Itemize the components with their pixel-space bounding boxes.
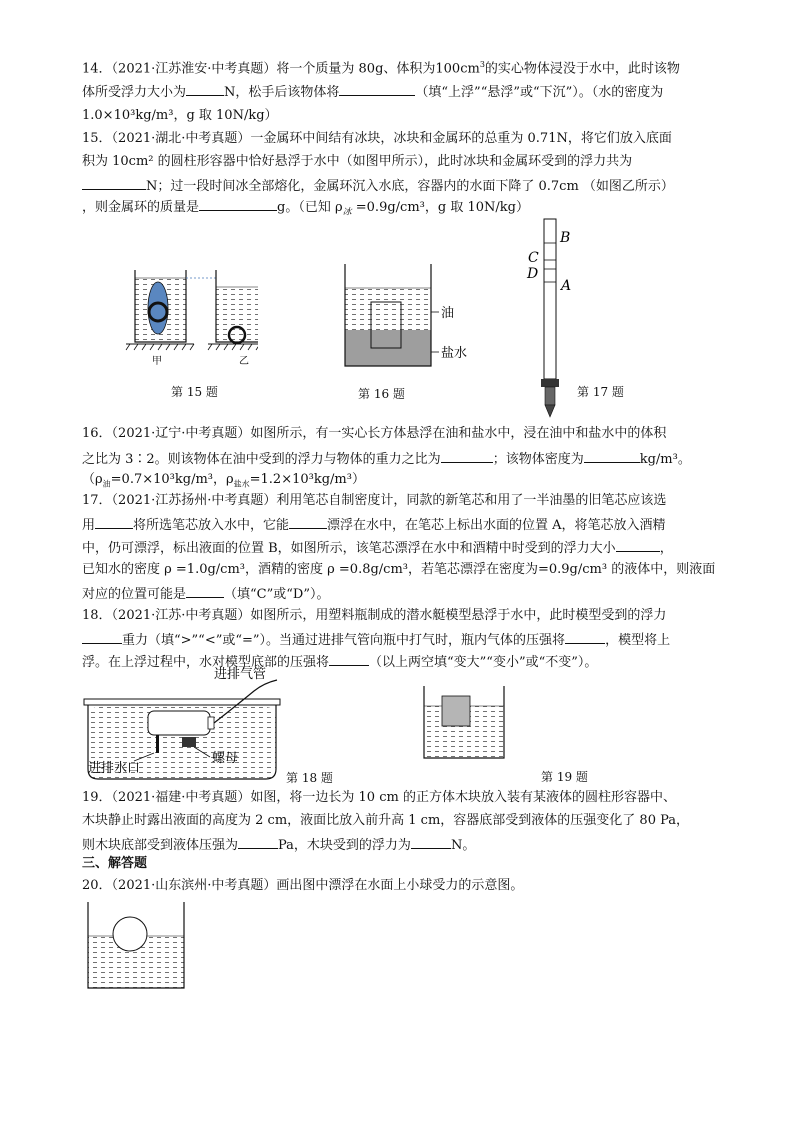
label-d: D [527, 266, 539, 282]
q17-blank-float[interactable] [289, 514, 327, 529]
nut [182, 737, 196, 747]
caption-18: 第 18 题 [286, 771, 333, 785]
q16-blank-ratio[interactable] [441, 448, 493, 463]
q18-line2 [82, 629, 722, 651]
figure-16 [335, 262, 475, 374]
q15-text-3b: N；过一段时间冰全部熔化，金属环沉入水底，容器内的水面下降了 0.7cm （如图乙所示） [146, 179, 674, 194]
q16-text-3c: =1.2×10³kg/m³） [249, 472, 365, 487]
label-brine: 盐水 [441, 346, 468, 361]
q14-text-2c: （填“上浮”“悬浮”或“下沉”）。（水的密度为 [415, 85, 664, 100]
q17-blank-force[interactable] [616, 537, 660, 552]
q17-text-2b: 将所选笔芯放入水中，它能 [133, 518, 290, 533]
q17-line1: 17．（2021·江苏扬州·中考真题）利用笔芯自制密度计，同款的新笔芯和用了一半油墨的旧笔芯应该选 [82, 493, 667, 508]
q17-line3 [82, 537, 722, 559]
q15-rho-sub: 冰 [342, 207, 352, 218]
q19-line3 [82, 834, 722, 856]
q16-text-2b: ；该物体密度为 [492, 452, 584, 467]
figure-20 [84, 900, 194, 992]
q17-blank-choice[interactable] [95, 514, 133, 529]
q19-blank-buoyancy[interactable] [411, 834, 451, 849]
q15-line4 [82, 196, 722, 223]
label-oil: 油 [441, 306, 455, 321]
q19-text-3b: Pa，木块受到的浮力为 [278, 838, 411, 853]
label-nut: 螺母 [212, 751, 239, 766]
q17-text-2a: 用 [82, 518, 96, 533]
label-jia: 甲 [152, 356, 162, 367]
q14-sup: 3 [479, 60, 485, 69]
caption-19: 第 19 题 [541, 770, 588, 784]
yi-water [216, 287, 258, 342]
q15-blank-mass[interactable] [199, 196, 277, 211]
q18-blank-pressure[interactable] [565, 629, 605, 644]
q19-text-3a: 则木块底部受到液体压强为 [82, 838, 239, 853]
q16-text-2c: kg/m³。 [639, 452, 691, 467]
q17-text-5a: 对应的位置可能是 [82, 587, 187, 602]
floating-ball [113, 917, 147, 951]
q15-text-4a: ，则金属环的质量是 [82, 200, 200, 215]
section-heading: 三、解答题 [82, 856, 148, 871]
q16-sub-oil: 油 [102, 479, 111, 489]
q18-blank-compare[interactable] [82, 629, 122, 644]
q19-line2: 木块静止时露出液面的高度为 2 cm，液面比放入前升高 1 cm，容器底部受到液体的压强变化了 80 Pa， [82, 813, 690, 828]
oil-layer [345, 288, 431, 330]
q17-text-3b: ， [659, 541, 673, 556]
q18-line1: 18．（2021·江苏·中考真题）如图所示，用塑料瓶制成的潜水艇模型悬浮于水中，此时模型受到的浮力 [82, 608, 667, 623]
q17-text-3a: 中，仍可漂浮，标出液面的位置 B，如图所示，该笔芯漂浮在水中和酒精中时受到的浮力大小 [82, 541, 616, 556]
q16-sub-brine: 盐水 [233, 479, 250, 489]
label-yi: 乙 [239, 356, 249, 367]
q17-text-2c: 漂浮在水中，在笔芯上标出水面的位置 A，将笔芯放入酒精 [327, 518, 666, 533]
figure-18 [82, 665, 292, 783]
q14-text-2b: N，松手后该物体将 [224, 85, 340, 100]
q14-text-1a: 14．（2021·江苏淮安·中考真题）将一个质量为 80g、体积为100cm [82, 61, 480, 77]
q15-line1: 15．（2021·湖北·中考真题）一金属环中间结有冰块，冰块和金属环的总重为 0.71N，将它们放入底面 [82, 131, 672, 146]
q17-line4: 已知水的密度 ρ =1.0g/cm³，酒精的密度 ρ =0.8g/cm³，若笔芯漂浮在密度为=0.9g/cm³ 的液体中，则液面 [82, 562, 716, 577]
q14-blank-buoyancy[interactable] [186, 81, 224, 96]
q16-text-3b: =0.7×10³kg/m³，ρ [110, 472, 234, 487]
q15-text-4c: =0.9g/cm³，g 取 10N/kg） [351, 200, 529, 215]
q16-text-3a: （ρ [82, 472, 103, 487]
q16-line2 [82, 448, 722, 470]
figure-17 [520, 215, 580, 425]
q14-line2 [82, 81, 722, 103]
q16-line1: 16．（2021·辽宁·中考真题）如图所示，有一实心长方体悬浮在油和盐水中，浸在油中和盐水中的体积 [82, 426, 667, 441]
q17-line2 [82, 514, 722, 536]
label-pipe: 进排气管 [214, 667, 267, 682]
q18-text-2b: ，模型将上 [605, 633, 671, 648]
caption-15: 第 15 题 [171, 385, 218, 399]
q14-text-2a: 体所受浮力大小为 [82, 85, 187, 100]
q14-line1 [82, 55, 722, 79]
q19-line1: 19．（2021·福建·中考真题）如图，将一边长为 10 cm 的正方体木块放入装有某液体的圆柱形容器中、 [82, 790, 676, 805]
q15-blank-buoyancy[interactable] [82, 175, 146, 190]
q14-text-1b: 的实心物体浸没于水中，此时该物 [484, 61, 680, 77]
q17-blank-position[interactable] [186, 583, 224, 598]
label-c: C [528, 250, 539, 266]
caption-16: 第 16 题 [358, 387, 405, 401]
q17-text-5b: （填“C”或“D”）。 [224, 587, 330, 602]
q16-text-2a: 之比为 3∶2。则该物体在油中受到的浮力与物体的重力之比为 [82, 452, 441, 467]
q18-text-3b: （以上两空填“变大”“变小”或“不变”）。 [369, 655, 598, 670]
q18-blank-bottom-pressure[interactable] [329, 651, 369, 666]
figure-19 [418, 684, 518, 764]
q15-line2: 积为 10cm² 的圆柱形容器中恰好悬浮于水中（如图甲所示），此时冰块和金属环受到的浮力共为 [82, 154, 633, 169]
q14-line3: 1.0×10³kg/m³，g 取 10N/kg） [82, 108, 278, 123]
q15-line3 [82, 175, 722, 197]
pen-cap [541, 379, 559, 387]
wood-cube [442, 696, 470, 726]
q16-blank-density[interactable] [584, 448, 640, 463]
q18-text-2a: 重力（填“>”“<”或“=”）。当通过进排气管向瓶中打气时，瓶内气体的压强将 [122, 633, 566, 648]
q19-text-3c: N。 [450, 838, 476, 853]
q15-text-4b: g。（已知 ρ [277, 200, 343, 215]
label-outlet: 进排水口 [88, 761, 141, 776]
q19-blank-pressure[interactable] [238, 834, 278, 849]
caption-17: 第 17 题 [577, 385, 624, 399]
figure-15 [118, 262, 258, 374]
q14-blank-state[interactable] [339, 81, 415, 96]
submarine-bottle [148, 711, 210, 735]
label-b: B [560, 230, 571, 246]
q20-line1: 20．（2021·山东滨州·中考真题）画出图中漂浮在水面上小球受力的示意图。 [82, 878, 524, 893]
label-a: A [561, 278, 572, 294]
pen-tip [545, 405, 555, 417]
q17-line5 [82, 583, 722, 605]
q18-text-3a: 浮。在上浮过程中，水对模型底部的压强将 [82, 655, 330, 670]
